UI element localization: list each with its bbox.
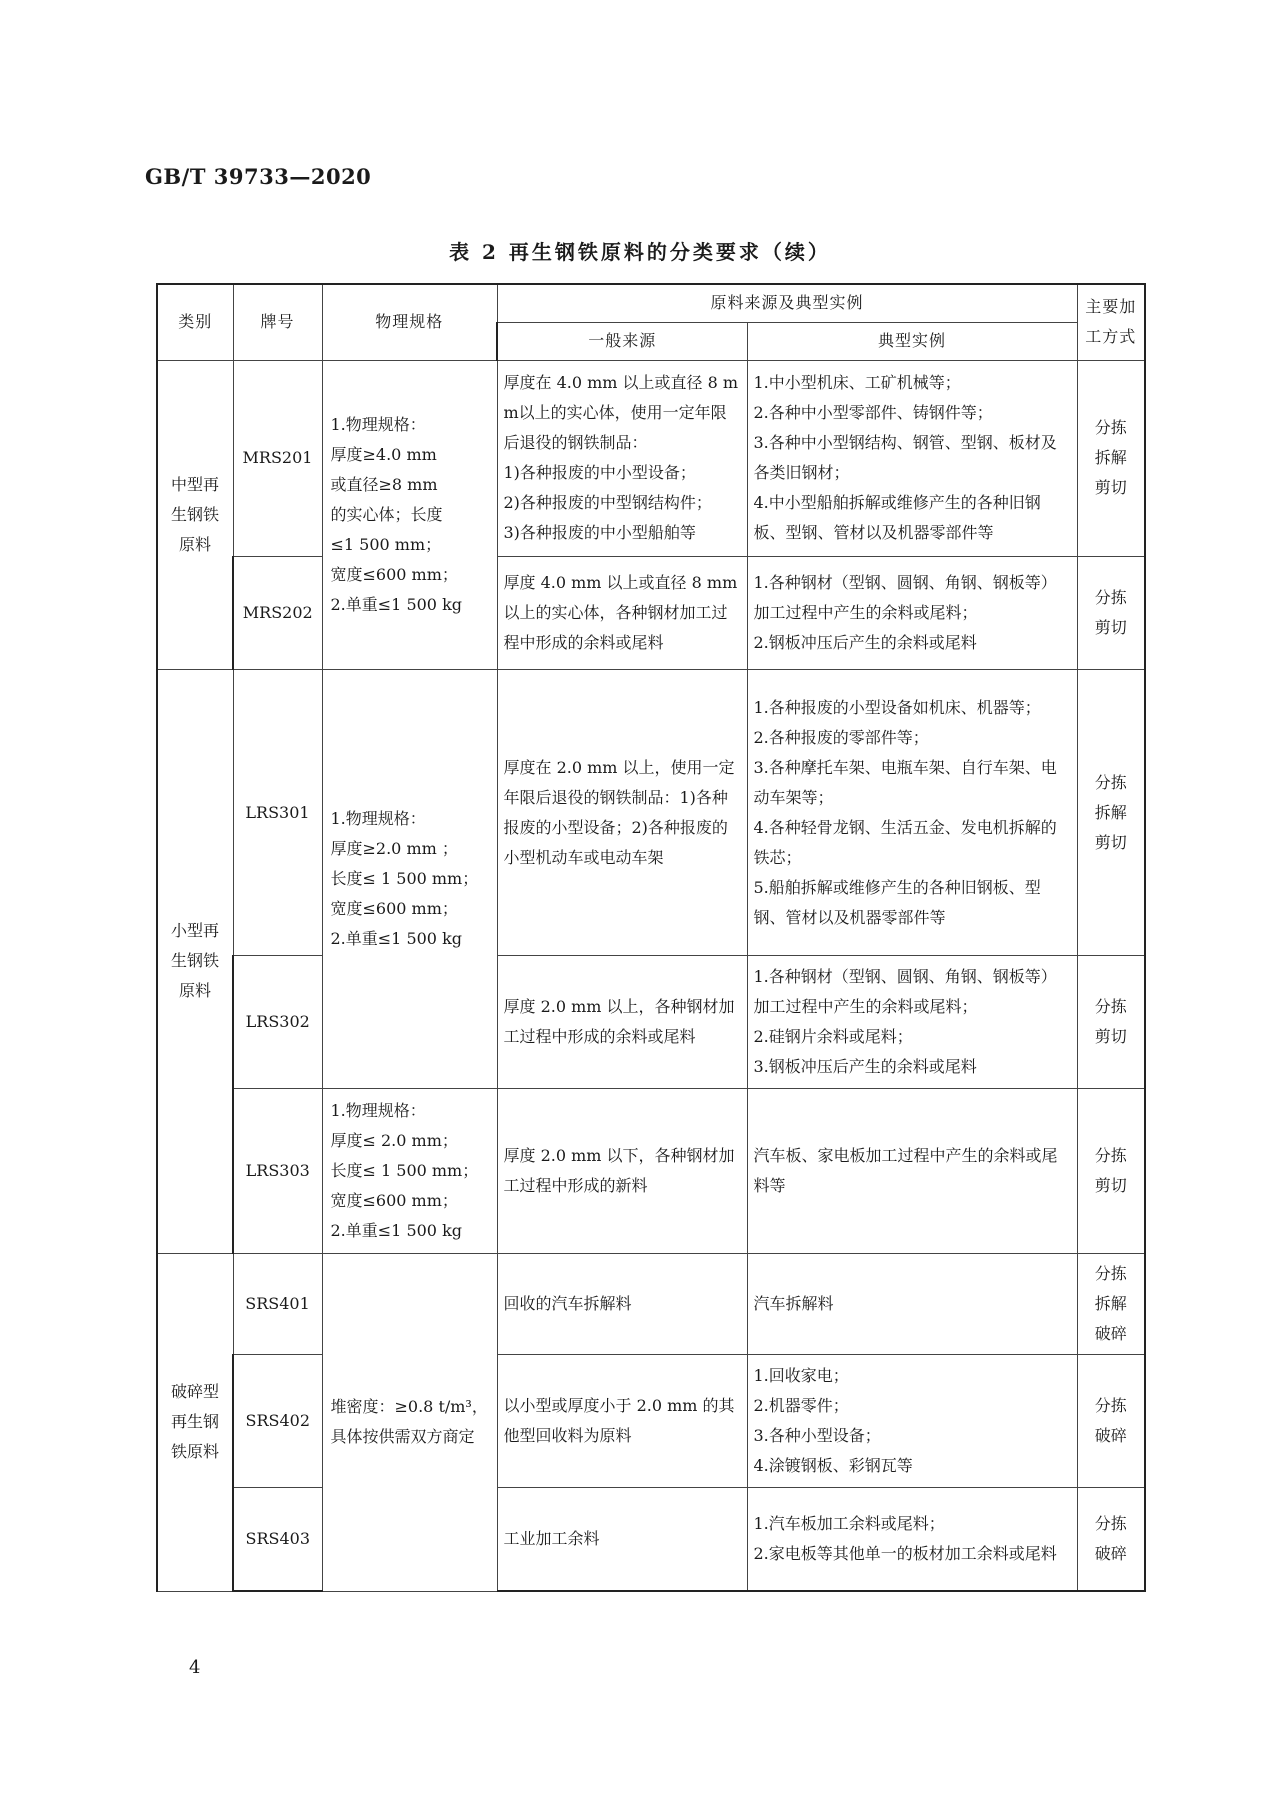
table-row xyxy=(157,360,1145,556)
header-category: 类别 xyxy=(157,284,233,360)
method-cell: 分拣 破碎 xyxy=(1077,1487,1145,1591)
source-cell: 厚度 2.0 mm 以下，各种钢材加工过程中形成的新料 xyxy=(497,1089,747,1253)
header-physical-spec: 物理规格 xyxy=(322,284,497,360)
header-row-1 xyxy=(157,284,1145,322)
method-cell: 分拣 破碎 xyxy=(1077,1355,1145,1487)
header-source-group: 原料来源及典型实例 xyxy=(497,284,1077,322)
table-row xyxy=(157,1089,1145,1253)
table-row xyxy=(157,1253,1145,1355)
example-cell: 1.汽车板加工余料或尾料； 2.家电板等其他单一的板材加工余料或尾料 xyxy=(747,1487,1077,1591)
source-cell: 厚度在 4.0 mm 以上或直径 8 mm以上的实心体，使用一定年限后退役的钢铁制品： 1)各种报废的中小型设备； 2)各种报废的中型钢结构件； 3)各种报废的中小型船舶等 xyxy=(497,360,747,556)
table-row xyxy=(157,1487,1145,1591)
spec-cell: 1.物理规格： 厚度≥4.0 mm 或直径≥8 mm 的实心体；长度 ≤1 500 mm； 宽度≤600 mm； 2.单重≤1 500 kg xyxy=(322,360,497,669)
source-cell: 厚度在 2.0 mm 以上，使用一定年限后退役的钢铁制品：1)各种报废的小型设备；2)各种报废的小型机动车或电动车架 xyxy=(497,670,747,956)
source-cell: 回收的汽车拆解料 xyxy=(497,1253,747,1355)
category-cell: 中型再 生钢铁 原料 xyxy=(157,360,233,669)
header-processing: 主要加 工方式 xyxy=(1077,284,1145,360)
source-cell: 以小型或厚度小于 2.0 mm 的其他型回收料为原料 xyxy=(497,1355,747,1487)
source-cell: 厚度 2.0 mm 以上，各种钢材加工过程中形成的余料或尾料 xyxy=(497,955,747,1088)
example-cell: 汽车拆解料 xyxy=(747,1253,1077,1355)
table-row xyxy=(157,955,1145,1088)
method-cell: 分拣 剪切 xyxy=(1077,556,1145,669)
table-row xyxy=(157,1355,1145,1487)
example-cell: 汽车板、家电板加工过程中产生的余料或尾料等 xyxy=(747,1089,1077,1253)
table-row xyxy=(157,670,1145,956)
method-cell: 分拣 拆解 破碎 xyxy=(1077,1253,1145,1355)
grade-cell: SRS403 xyxy=(233,1487,322,1591)
example-cell: 1.各种报废的小型设备如机床、机器等； 2.各种报废的零部件等； 3.各种摩托车架、电瓶车架、自行车架、电动车架等； 4.各种轻骨龙钢、生活五金、发电机拆解的铁芯； 5.船舶拆解或维修产生的各种旧钢板、型钢、管材以及机器零部件等 xyxy=(747,670,1077,956)
method-cell: 分拣 剪切 xyxy=(1077,955,1145,1088)
grade-cell: MRS202 xyxy=(233,556,322,669)
header-typical-example: 典型实例 xyxy=(747,322,1077,360)
method-cell: 分拣 剪切 xyxy=(1077,1089,1145,1253)
table-row xyxy=(157,556,1145,669)
method-cell: 分拣 拆解 剪切 xyxy=(1077,360,1145,556)
grade-cell: SRS402 xyxy=(233,1355,322,1487)
page-number: 4 xyxy=(189,1657,201,1678)
header-general-source: 一般来源 xyxy=(497,322,747,360)
grade-cell: LRS303 xyxy=(233,1089,322,1253)
method-cell: 分拣 拆解 剪切 xyxy=(1077,670,1145,956)
category-cell: 小型再 生钢铁 原料 xyxy=(157,670,233,1254)
standard-code: GB/T 39733—2020 xyxy=(145,164,372,189)
classification-table xyxy=(156,283,1146,1592)
spec-cell: 堆密度：≥0.8 t/m³，具体按供需双方商定 xyxy=(322,1253,497,1591)
example-cell: 1.各种钢材（型钢、圆钢、角钢、钢板等）加工过程中产生的余料或尾料； 2.硅钢片余料或尾料； 3.钢板冲压后产生的余料或尾料 xyxy=(747,955,1077,1088)
example-cell: 1.各种钢材（型钢、圆钢、角钢、钢板等）加工过程中产生的余料或尾料； 2.钢板冲压后产生的余料或尾料 xyxy=(747,556,1077,669)
grade-cell: LRS301 xyxy=(233,670,322,956)
header-grade: 牌号 xyxy=(233,284,322,360)
source-cell: 工业加工余料 xyxy=(497,1487,747,1591)
grade-cell: SRS401 xyxy=(233,1253,322,1355)
example-cell: 1.中小型机床、工矿机械等； 2.各种中小型零部件、铸钢件等； 3.各种中小型钢结构、钢管、型钢、板材及各类旧钢材； 4.中小型船舶拆解或维修产生的各种旧钢板、型钢、管材以及机器零部件等 xyxy=(747,360,1077,556)
source-cell: 厚度 4.0 mm 以上或直径 8 mm以上的实心体，各种钢材加工过程中形成的余料或尾料 xyxy=(497,556,747,669)
spec-cell: 1.物理规格： 厚度≥2.0 mm ； 长度≤ 1 500 mm； 宽度≤600 mm； 2.单重≤1 500 kg xyxy=(322,670,497,1089)
grade-cell: MRS201 xyxy=(233,360,322,556)
grade-cell: LRS302 xyxy=(233,955,322,1088)
category-cell: 破碎型 再生钢 铁原料 xyxy=(157,1253,233,1591)
table-title: 表 2 再生钢铁原料的分类要求（续） xyxy=(449,240,831,264)
spec-cell: 1.物理规格： 厚度≤ 2.0 mm； 长度≤ 1 500 mm； 宽度≤600 mm； 2.单重≤1 500 kg xyxy=(322,1089,497,1253)
example-cell: 1.回收家电； 2.机器零件； 3.各种小型设备； 4.涂镀钢板、彩钢瓦等 xyxy=(747,1355,1077,1487)
